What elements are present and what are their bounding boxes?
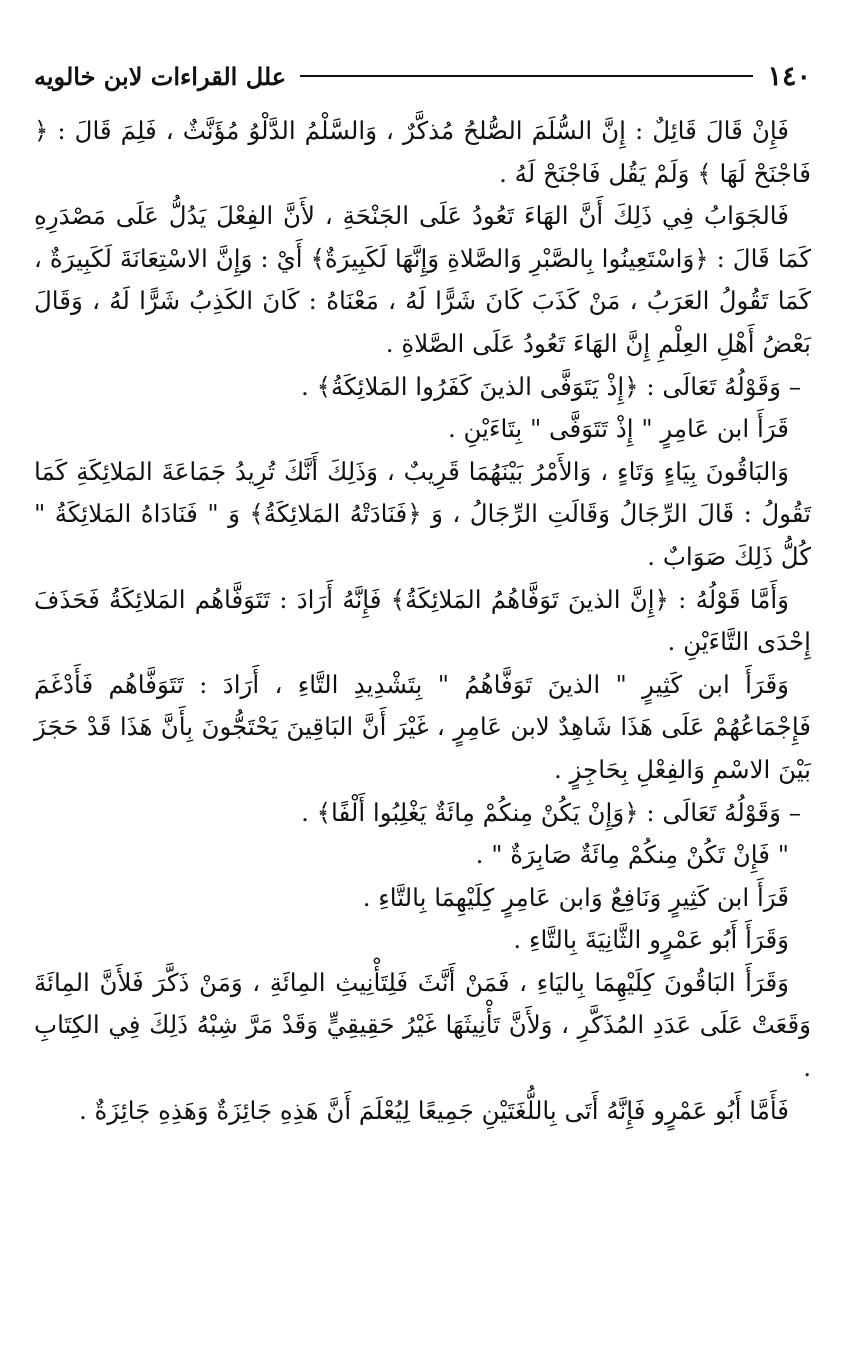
- page-number: ١٤٠: [767, 60, 811, 92]
- paragraph: وَأَمَّا قَوْلُهُ : ﴿إِنَّ الذينَ تَوَفَّاهُمُ المَلائِكَةُ﴾ فَإِنَّهُ أَرَادَ : تَتَوَفَّاهُم المَلائِكَةُ فَحَذَفَ إِحْدَى التَّاءَيْنِ .: [34, 584, 811, 657]
- paragraph: قَرَأَ ابن كَثِيرٍ وَنَافِعٌ وَابن عَامِرٍ كِلَيْهِمَا بِالتَّاءِ .: [362, 882, 789, 912]
- verse-heading: – وَقَوْلُهُ تَعَالَى : ﴿إِذْ يَتَوَفَّى الذينَ كَفَرُوا المَلائِكَةُ﴾ .: [301, 371, 801, 401]
- paragraph: فَأَمَّا أَبُو عَمْرٍو فَإِنَّهُ أَتَى بِاللُّغَتَيْنِ جَمِيعًا لِيُعْلَمَ أَنَّ هَذِهِ جَائِزَةٌ وَهَذِهِ جَائِزَةٌ .: [78, 1095, 789, 1125]
- paragraph: وَقَرَأَ أَبُو عَمْرٍو الثَّانِيَةَ بِالتَّاءِ .: [513, 925, 789, 955]
- running-head: [34, 56, 811, 96]
- paragraph: فَإِنْ قَالَ قَائِلٌ : إِنَّ السُّلَمَ الصُّلحُ مُذكَّرٌ ، وَالسَّلْمُ الدَّلْوُ مُؤَنَّثٌ ، فَلِمَ قَالَ : ﴿ فَاجْنَحْ لَهَا ﴾ وَلَمْ يَقُل فَاجْنَحْ لَهُ .: [34, 116, 811, 188]
- paragraph: " فَإِنْ تَكُنْ مِنكُمْ مِائَةٌ صَابِرَةٌ " .: [475, 840, 789, 870]
- paragraph: وَالبَاقُونَ بِيَاءٍ وَتَاءٍ ، وَالأَمْرُ بَيْنَهُمَا قَرِيبٌ ، وَذَلِكَ أَنَّكَ تُرِيدُ جَمَاعَةَ المَلائِكَةِ كَمَا تَقُولُ : قَالَ الرِّجَالُ وَقَالَتِ الرِّجَالُ ، وَ ﴿فَنَادَتْهُ المَلائِكَةُ﴾ وَ " فَنَادَاهُ المَلائِكَةُ " كُلُّ ذَلِكَ صَوَابٌ .: [34, 456, 811, 571]
- body-text: [34, 110, 811, 1132]
- running-title: علل القراءات لابن خالويه: [34, 61, 287, 91]
- paragraph: وَقَرَأَ ابن كَثِيرٍ " الذينَ تَوَفَّاهُمُ " بِتَشْدِيدِ التَّاءِ ، أَرَادَ : تَتَوَفَّاهُم فَأَدْغَمَ فَإِجْمَاعُهُمْ عَلَى هَذَا شَاهِدٌ لابن عَامِرٍ ، غَيْرَ أَنَّ البَاقِينَ يَحْتَجُّونَ بِأَنَّ هَذَا قَدْ حَجَزَ بَيْنَ الاسْمِ وَالفِعْلِ بِحَاجِزٍ .: [34, 669, 811, 784]
- paragraph: فَالجَوَابُ فِي ذَلِكَ أَنَّ الهَاءَ تَعُودُ عَلَى الجَنْحَةِ ، لأَنَّ الفِعْلَ يَدُلُّ عَلَى مَصْدَرِهِ كَمَا قَالَ : ﴿وَاسْتَعِينُوا بِالصَّبْرِ وَالصَّلاةِ وَإِنَّهَا لَكَبِيرَةٌ﴾ أَيْ : وَإِنَّ الاسْتِعَانَةَ لَكَبِيرَةٌ ، كَمَا تَقُولُ العَرَبُ ، مَنْ كَذَبَ كَانَ شَرًّا لَهُ ، مَعْنَاهُ : كَانَ الكَذِبُ شَرًّا لَهُ ، وَقَالَ بَعْضُ أَهْلِ العِلْمِ إِنَّ الهَاءَ تَعُودُ عَلَى الصَّلاةِ .: [34, 201, 811, 358]
- paragraph: وَقَرَأَ البَاقُونَ كِلَيْهِمَا بِاليَاءِ ، فَمَنْ أَنَّثَ فَلِتَأْنِيثِ المِائَةِ ، وَمَنْ ذَكَّرَ فَلأَنَّ المِائَةَ وَقَعَتْ عَلَى عَدَدِ المُذَكَّرِ ، وَلأَنَّ تَأْنِيثَهَا غَيْرُ حَقِيقِيٍّ وَقَدْ مَرَّ شِبْهُ ذَلِكَ فِي الكِتَابِ .: [34, 967, 811, 1083]
- paragraph: قَرَأَ ابن عَامِرٍ " إِذْ تَتَوَفَّى " بِتَاءَيْنِ .: [447, 414, 789, 444]
- header-rule: [300, 75, 753, 77]
- verse-heading: – وَقَوْلُهُ تَعَالَى : ﴿وَإِنْ يَكُنْ مِنكُمْ مِائَةٌ يَغْلِبُوا أَلْفًا﴾ .: [301, 797, 801, 827]
